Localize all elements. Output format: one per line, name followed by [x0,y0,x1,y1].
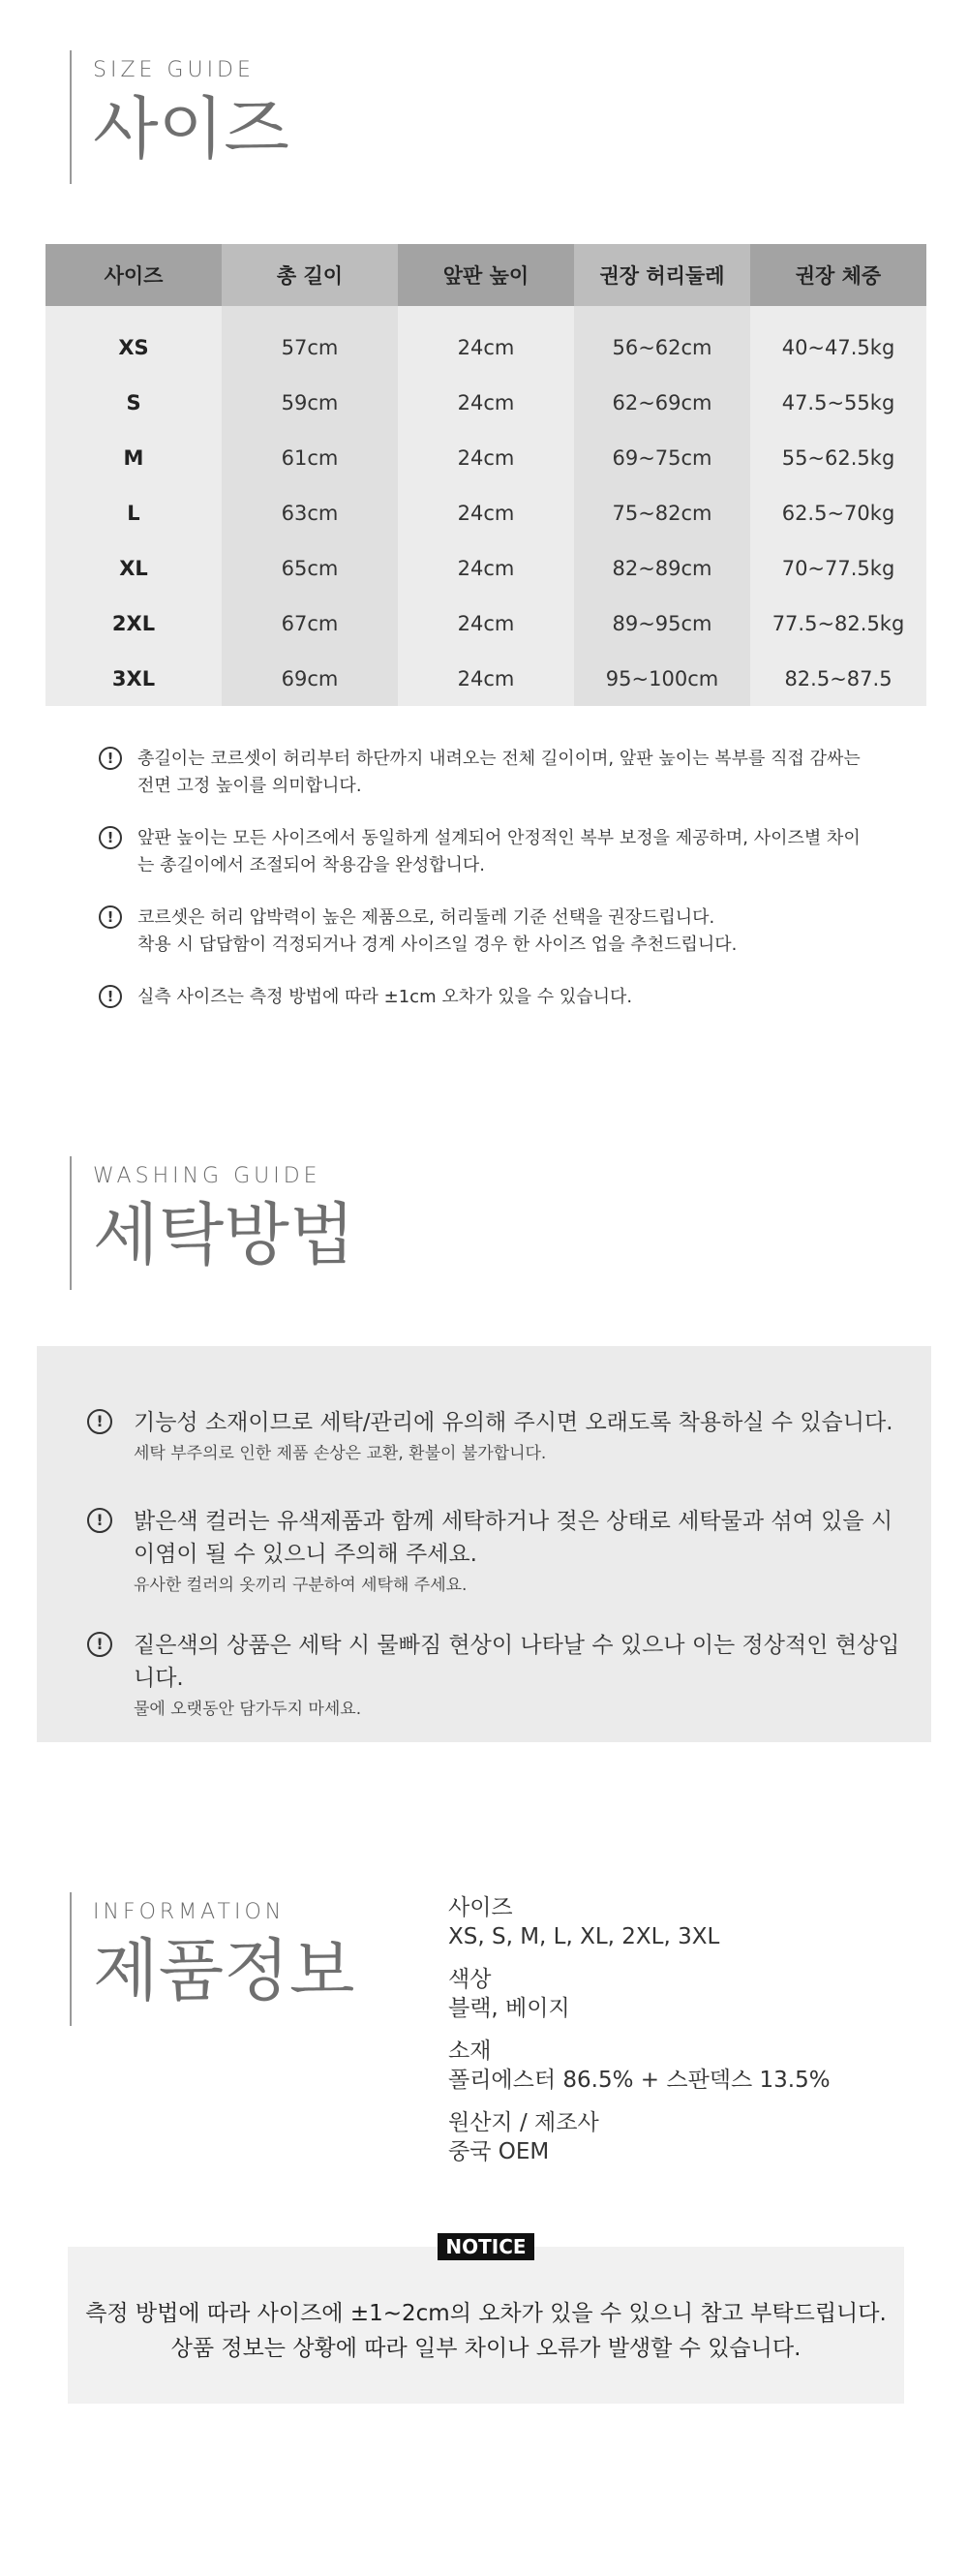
size-note-text [137,746,861,800]
table-cell: 24cm [398,306,574,375]
table-cell: 70~77.5kg [750,540,926,596]
table-row [45,306,926,375]
info-label: 색상 [448,1967,492,1992]
size-table [45,244,926,706]
table-row [45,596,926,651]
washing-item [87,1629,900,1722]
washing-item-text [134,1629,900,1722]
info-value: 중국 OEM [448,2139,550,2164]
table-cell: 82.5~87.5 [750,651,926,706]
size-note-line: 는 총길이에서 조절되어 착용감을 완성합니다. [137,855,485,875]
info-row [448,1965,932,2023]
information-ko-title: 제품정보 [93,1931,355,2010]
table-cell: 57cm [222,306,398,375]
table-cell: 24cm [398,430,574,485]
size-table-header: 권장 체중 [750,244,926,306]
washing-guide-ko-title: 세탁방법 [93,1195,355,1274]
info-label: 소재 [448,2039,492,2064]
table-cell: 55~62.5kg [750,430,926,485]
information-heading [70,1892,354,2026]
info-value: 블랙, 베이지 [448,1996,570,2021]
info-row [448,2037,932,2095]
washing-guide-en-title: WASHING GUIDE [93,1164,321,1188]
info-value: 폴리에스터 86.5% + 스판덱스 13.5% [448,2068,831,2093]
washing-box [37,1346,931,1742]
size-note [99,746,873,800]
table-cell: 24cm [398,375,574,430]
size-note-line: 앞판 높이는 모든 사이즈에서 동일하게 설계되어 안정적인 복부 보정을 제공하며, 사이즈별 차이 [137,828,861,848]
warning-icon: ! [99,905,122,929]
table-cell: 95~100cm [574,651,750,706]
info-row [448,1893,932,1951]
size-note-text [137,905,737,959]
table-row [45,485,926,540]
washing-item [87,1406,900,1466]
table-cell: 24cm [398,485,574,540]
washing-item-main: 짙은색의 상품은 세탁 시 물빠짐 현상이 나타날 수 있으나 이는 정상적인 현상입니다. [134,1633,900,1691]
info-row [448,2108,932,2166]
size-note-text [137,984,632,1011]
table-row [45,540,926,596]
table-cell: 77.5~82.5kg [750,596,926,651]
washing-item-main: 이염이 될 수 있으니 주의해 주세요. [134,1542,477,1567]
table-cell: 47.5~55kg [750,375,926,430]
table-cell: 82~89cm [574,540,750,596]
table-cell: XS [45,306,222,375]
table-cell: 40~47.5kg [750,306,926,375]
size-table-header: 사이즈 [45,244,222,306]
size-note [99,825,873,879]
table-cell: 61cm [222,430,398,485]
notice-tag: NOTICE [438,2233,534,2260]
size-note-text [137,825,861,879]
table-cell: 89~95cm [574,596,750,651]
table-cell: 3XL [45,651,222,706]
size-note-line: 코르셋은 허리 압박력이 높은 제품으로, 허리둘레 기준 선택을 권장드립니다. [137,907,715,928]
notice-line: 측정 방법에 따라 사이즈에 ±1~2cm의 오차가 있을 수 있으니 참고 부탁드립니다. [85,2301,887,2326]
table-cell: 56~62cm [574,306,750,375]
table-cell: 63cm [222,485,398,540]
table-cell: L [45,485,222,540]
size-note [99,984,873,1011]
warning-icon: ! [99,747,122,770]
washing-item-text [134,1406,893,1466]
table-row [45,651,926,706]
table-cell: 67cm [222,596,398,651]
table-cell: 65cm [222,540,398,596]
notice-line: 상품 정보는 상황에 따라 일부 차이나 오류가 발생할 수 있습니다. [170,2336,802,2361]
table-cell: M [45,430,222,485]
size-note [99,905,873,959]
size-table-header: 앞판 높이 [398,244,574,306]
table-cell: 69cm [222,651,398,706]
washing-item-main: 밝은색 컬러는 유색제품과 함께 세탁하거나 젖은 상태로 세탁물과 섞여 있을 시 [134,1509,893,1534]
washing-guide-heading [70,1156,354,1290]
washing-item-sub: 유사한 컬러의 옷끼리 구분하여 세탁해 주세요. [134,1576,468,1595]
size-guide-en-title: SIZE GUIDE [93,58,255,82]
table-cell: 24cm [398,596,574,651]
info-value: XS, S, M, L, XL, 2XL, 3XL [448,1924,720,1949]
size-guide-ko-title: 사이즈 [93,89,289,169]
washing-item-text [134,1505,892,1598]
warning-icon: ! [87,1409,112,1434]
warning-icon: ! [87,1508,112,1533]
product-info-list [448,1893,932,2180]
info-label: 사이즈 [448,1895,513,1920]
table-cell: 69~75cm [574,430,750,485]
size-note-line: 총길이는 코르셋이 허리부터 하단까지 내려오는 전체 길이이며, 앞판 높이는 복부를 직접 감싸는 [137,749,861,769]
size-note-line: 착용 시 답답함이 걱정되거나 경계 사이즈일 경우 한 사이즈 업을 추천드립니다. [137,935,738,955]
washing-item-main: 기능성 소재이므로 세탁/관리에 유의해 주시면 오래도록 착용하실 수 있습니다. [134,1410,893,1435]
size-table-header: 총 길이 [222,244,398,306]
table-cell: 75~82cm [574,485,750,540]
washing-item-sub: 세탁 부주의로 인한 제품 손상은 교환, 환불이 불가합니다. [134,1444,547,1463]
table-cell: 2XL [45,596,222,651]
washing-item-sub: 물에 오랫동안 담가두지 마세요. [134,1700,362,1719]
table-cell: XL [45,540,222,596]
warning-icon: ! [99,826,122,849]
size-note-line: 전면 고정 높이를 의미합니다. [137,776,362,796]
size-guide-heading [70,50,289,184]
table-cell: 24cm [398,651,574,706]
table-row [45,430,926,485]
notice-box [68,2247,904,2404]
size-note-line: 실측 사이즈는 측정 방법에 따라 ±1cm 오차가 있을 수 있습니다. [137,987,633,1007]
size-table-header: 권장 허리둘레 [574,244,750,306]
table-cell: 24cm [398,540,574,596]
washing-item [87,1505,900,1598]
table-row [45,375,926,430]
warning-icon: ! [99,985,122,1008]
table-cell: S [45,375,222,430]
info-label: 원산지 / 제조사 [448,2110,599,2135]
information-en-title: INFORMATION [93,1900,286,1924]
table-cell: 59cm [222,375,398,430]
size-notes [99,746,873,1036]
table-cell: 62.5~70kg [750,485,926,540]
table-cell: 62~69cm [574,375,750,430]
warning-icon: ! [87,1632,112,1657]
size-table-header-row [45,244,926,306]
